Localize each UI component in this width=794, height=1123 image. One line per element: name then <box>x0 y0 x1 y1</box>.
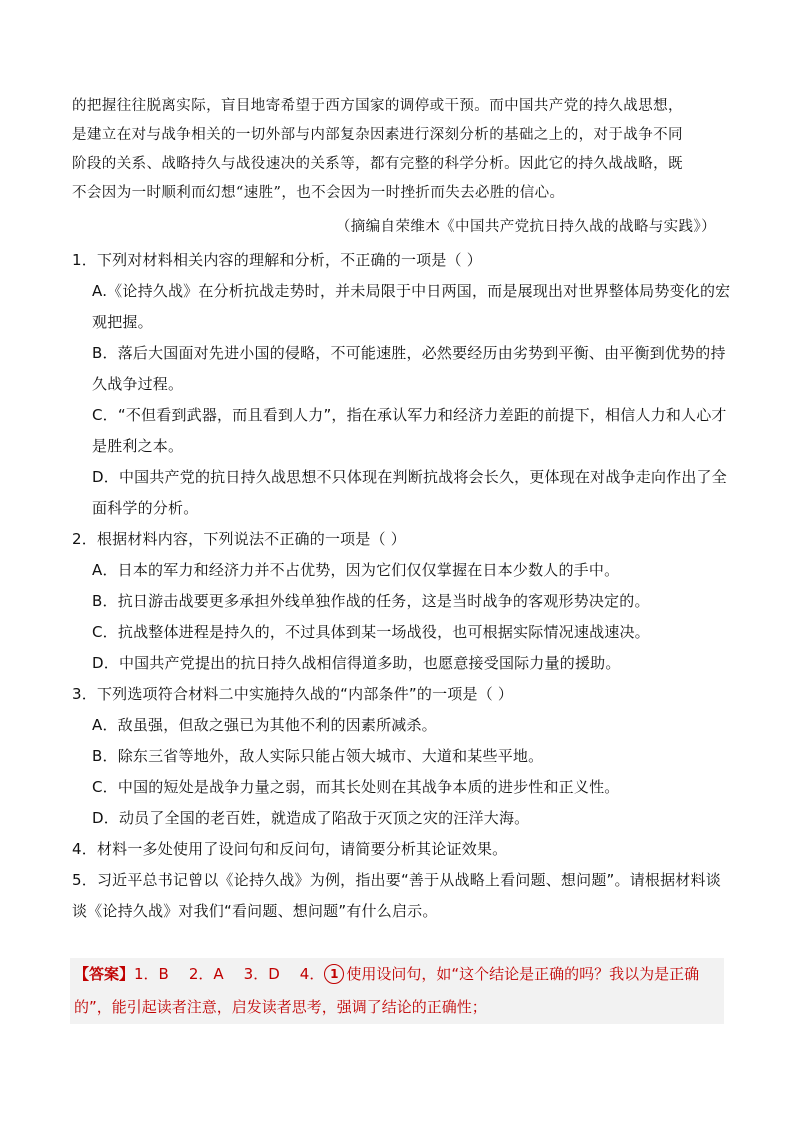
passage-line: 不会因为一时顺利而幻想“速胜”，也不会因为一时挫折而失去必胜的信心。 <box>72 185 565 201</box>
option-d: D．动员了全国的老百姓，就造成了陷敌于灭顶之灾的汪洋大海。 <box>92 809 530 827</box>
answer-3: 3．D <box>243 965 280 983</box>
question-stem: 3．下列选项符合材料二中实施持久战的“内部条件”的一项是（ ） <box>72 685 514 703</box>
option-b: B．落后大国面对先进小国的侵略，不可能速胜，必然要经历由劣势到平衡、由平衡到优势的持久战争过程。 <box>92 344 726 393</box>
passage-line: 是建立在对与战争相关的一切外部与内部复杂因素进行深刻分析的基础之上的，对于战争不同 <box>72 127 683 143</box>
answer-4-text: 使用设问句，如“这个结论是正确的吗？我以为是正确的”，能引起读者注意，启发读者思考，强调了结论的正确性； <box>74 965 700 1016</box>
passage-source: （摘编自荣维木《中国共产党抗日持久战的战略与实践》） <box>335 219 716 235</box>
question-stem: 1．下列对材料相关内容的理解和分析，不正确的一项是（ ） <box>72 251 482 269</box>
question-5 <box>72 865 734 927</box>
passage-line: 的把握往往脱离实际，盲目地寄希望于西方国家的调停或干预。而中国共产党的持久战思想， <box>72 98 683 114</box>
question-4 <box>72 834 734 865</box>
option-d: D．中国共产党提出的抗日持久战相信得道多助，也愿意接受国际力量的援助。 <box>92 654 621 672</box>
question-stem: 5．习近平总书记曾以《论持久战》为例，指出要“善于从战略上看问题、想问题”。请根据材料谈谈《论持久战》对我们“看问题、想问题”有什么启示。 <box>72 871 721 920</box>
option-a: A.《论持久战》在分析抗战走势时，并未局限于中日两国，而是展现出对世界整体局势变化的宏观把握。 <box>92 282 731 331</box>
answer-box <box>70 958 724 1024</box>
option-d: D．中国共产党的抗日持久战思想不只体现在判断抗战将会长久，更体现在对战争走向作出了全面科学的分析。 <box>92 468 727 517</box>
passage-line: 阶段的关系、战略持久与战役速决的关系等，都有完整的科学分析。因此它的持久战战略，既 <box>72 156 683 172</box>
option-c: C．抗战整体进程是持久的，不过具体到某一场战役，也可根据实际情况速战速决。 <box>92 623 650 641</box>
question-list <box>72 245 734 927</box>
answer-2: 2．A <box>188 965 224 983</box>
option-c: C．中国的短处是战争力量之弱，而其长处则在其战争本质的进步性和正义性。 <box>92 778 620 796</box>
answer-1: 1．B <box>134 965 169 983</box>
option-a: A．日本的军力和经济力并不占优势，因为它们仅仅掌握在日本少数人的手中。 <box>92 561 620 579</box>
passage-text <box>72 92 734 208</box>
option-a: A．敌虽强，但敌之强已为其他不利的因素所减杀。 <box>92 716 437 734</box>
option-b: B．除东三省等地外，敌人实际只能占领大城市、大道和某些平地。 <box>92 747 544 765</box>
question-stem: 2．根据材料内容，下列说法不正确的一项是（ ） <box>72 530 406 548</box>
question-1 <box>72 245 734 524</box>
circled-number-icon: 1 <box>324 964 344 984</box>
question-3 <box>72 679 734 834</box>
option-b: B．抗日游击战要更多承担外线单独作战的任务，这是当时战争的客观形势决定的。 <box>92 592 650 610</box>
question-stem: 4．材料一多处使用了设问句和反问句，请简要分析其论证效果。 <box>72 840 508 858</box>
answer-4-prefix: 4． <box>299 965 325 983</box>
option-c: C．“不但看到武器，而且看到人力”，指在承认军力和经济力差距的前提下，相信人力和人心才是胜利之本。 <box>92 406 727 455</box>
answer-tag: 【答案】 <box>74 965 135 983</box>
question-2 <box>72 524 734 679</box>
